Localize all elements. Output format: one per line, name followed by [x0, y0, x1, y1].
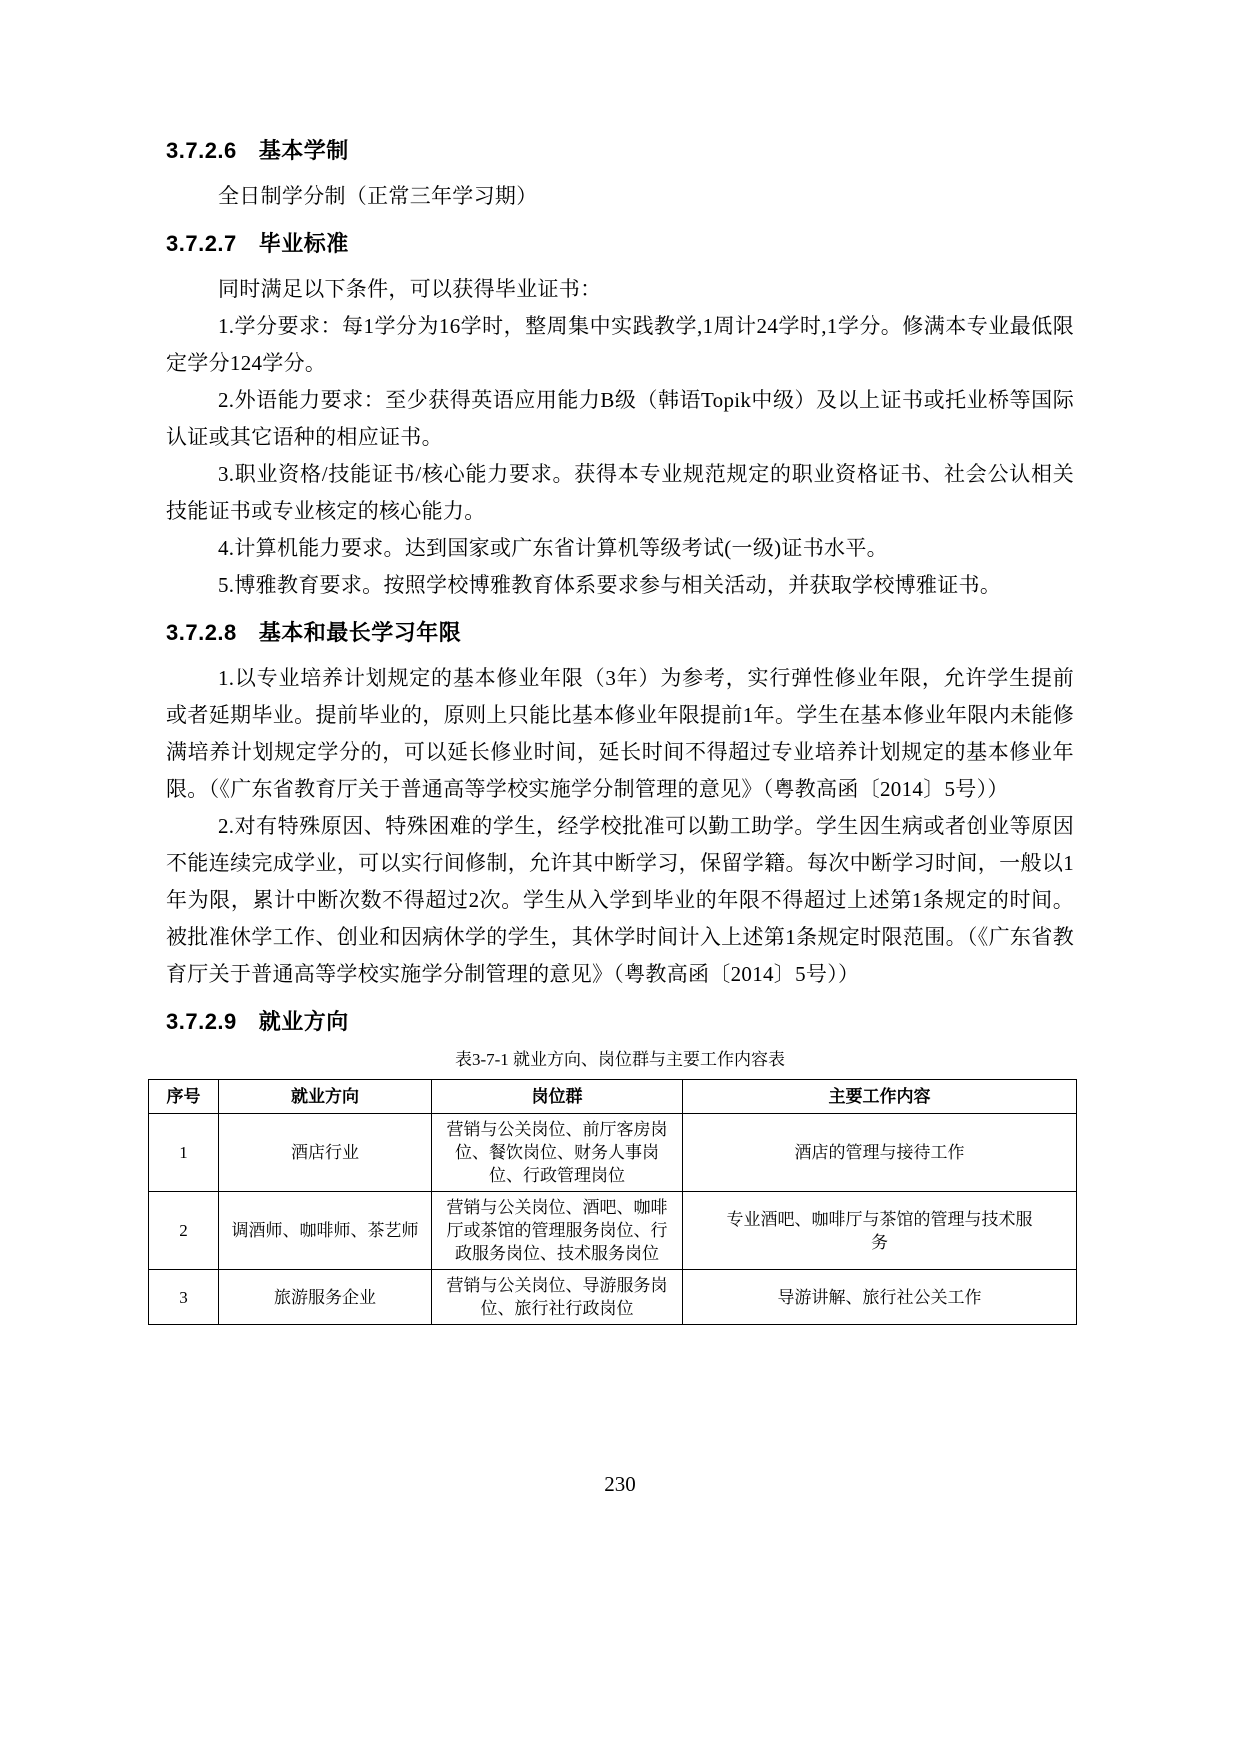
paragraph: 2.对有特殊原因、特殊困难的学生，经学校批准可以勤工助学。学生因生病或者创业等原因不能连续完成学业，可以实行间修制，允许其中断学习，保留学籍。每次中断学习时间，一般以1年为限，累计中断次数不得超过2次。学生从入学到毕业的年限不得超过上述第1条规定的时间。被批准休学工作、创业和因病休学的学生，其休学时间计入上述第1条规定时限范围。（《广东省教育厅关于普通高等学校实施学分制管理的意见》（粤教高函〔2014〕5号））	[166, 814, 1074, 986]
heading-title: 基本学制	[258, 138, 349, 163]
table-cell-post-group: 营销与公关岗位、酒吧、咖啡厅或茶馆的管理服务岗位、行政服务岗位、技术服务岗位	[432, 1192, 683, 1270]
table-cell-main-work: 导游讲解、旅行社公关工作	[683, 1270, 1077, 1325]
paragraph: 5.博雅教育要求。按照学校博雅教育体系要求参与相关活动，并获取学校博雅证书。	[218, 573, 1002, 597]
table-cell-main-work: 专业酒吧、咖啡厅与茶馆的管理与技术服务	[683, 1192, 1077, 1270]
table-row	[149, 1192, 1077, 1270]
paragraph: 1.学分要求：每1学分为16学时，整周集中实践教学,1周计24学时,1学分。修满本专业最低限定学分124学分。	[166, 314, 1074, 375]
table-cell-direction: 酒店行业	[219, 1114, 432, 1192]
table-row	[149, 1114, 1077, 1192]
heading-title: 毕业标准	[258, 231, 349, 256]
paragraph: 3.职业资格/技能证书/核心能力要求。获得本专业规范规定的职业资格证书、社会公认相关技能证书或专业核定的核心能力。	[166, 462, 1074, 523]
heading-title: 就业方向	[258, 1009, 349, 1034]
section-heading-graduation-standard	[166, 229, 1074, 259]
table-header-cell-main-work: 主要工作内容	[683, 1080, 1077, 1114]
section-heading-employment-direction	[166, 1007, 1074, 1037]
section-heading-study-duration	[166, 618, 1074, 648]
table-header-row	[149, 1080, 1077, 1114]
employment-table	[148, 1079, 1077, 1325]
table-header-cell-direction: 就业方向	[219, 1080, 432, 1114]
table-cell-post-group: 营销与公关岗位、前厅客房岗位、餐饮岗位、财务人事岗位、行政管理岗位	[432, 1114, 683, 1192]
heading-number: 3.7.2.6	[166, 138, 237, 163]
heading-number: 3.7.2.9	[166, 1009, 237, 1034]
paragraph: 2.外语能力要求：至少获得英语应用能力B级（韩语Topik中级）及以上证书或托业桥等国际认证或其它语种的相应证书。	[166, 388, 1074, 449]
paragraph: 同时满足以下条件，可以获得毕业证书：	[218, 277, 602, 301]
table-cell-post-group: 营销与公关岗位、导游服务岗位、旅行社行政岗位	[432, 1270, 683, 1325]
heading-number: 3.7.2.8	[166, 620, 237, 645]
section-heading-basic-schooling	[166, 136, 1074, 166]
table-cell-seq: 3	[149, 1270, 219, 1325]
table-cell-direction: 调酒师、咖啡师、茶艺师	[219, 1192, 432, 1270]
table-cell-main-work: 酒店的管理与接待工作	[683, 1114, 1077, 1192]
paragraph: 全日制学分制（正常三年学习期）	[218, 184, 538, 208]
table-header-cell-seq: 序号	[149, 1080, 219, 1114]
table-cell-seq: 1	[149, 1114, 219, 1192]
table-cell-seq: 2	[149, 1192, 219, 1270]
table-header-cell-post-group: 岗位群	[432, 1080, 683, 1114]
heading-number: 3.7.2.7	[166, 231, 237, 256]
table-cell-direction: 旅游服务企业	[219, 1270, 432, 1325]
page-number: 230	[604, 1472, 636, 1496]
paragraph: 1.以专业培养计划规定的基本修业年限（3年）为参考，实行弹性修业年限，允许学生提前或者延期毕业。提前毕业的，原则上只能比基本修业年限提前1年。学生在基本修业年限内未能修满培养计划规定学分的，可以延长修业时间，延长时间不得超过专业培养计划规定的基本修业年限。（《广东省教育厅关于普通高等学校实施学分制管理的意见》（粤教高函〔2014〕5号））	[166, 666, 1074, 801]
table-row	[149, 1270, 1077, 1325]
heading-title: 基本和最长学习年限	[258, 620, 462, 645]
paragraph: 4.计算机能力要求。达到国家或广东省计算机等级考试(一级)证书水平。	[218, 536, 888, 560]
table-caption: 表3-7-1 就业方向、岗位群与主要工作内容表	[454, 1050, 786, 1069]
